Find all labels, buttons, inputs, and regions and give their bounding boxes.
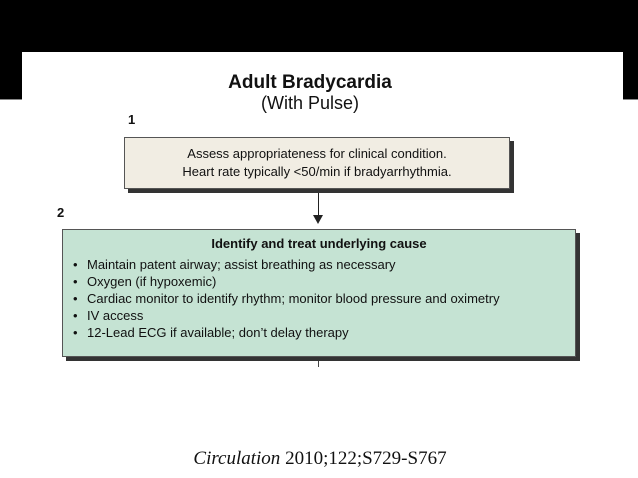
diagram-title: Adult Bradycardia bbox=[228, 72, 392, 93]
bullet-item: • Oxygen (if hypoxemic) bbox=[73, 273, 565, 290]
citation-journal: Circulation bbox=[193, 448, 281, 469]
flow-continuation-line bbox=[318, 361, 319, 367]
step-2-bullet-list bbox=[73, 256, 565, 341]
flow-arrow-head-icon bbox=[313, 215, 323, 224]
citation bbox=[120, 448, 520, 470]
flow-arrow-line bbox=[318, 193, 319, 217]
step-2-heading: Identify and treat underlying cause bbox=[211, 236, 427, 251]
bullet-item: • IV access bbox=[73, 307, 565, 324]
top-black-band bbox=[0, 0, 638, 52]
diagram-subtitle: (With Pulse) bbox=[260, 93, 359, 113]
step-1-box bbox=[124, 137, 510, 189]
step-2-number: 2 bbox=[57, 205, 65, 220]
right-black-band bbox=[623, 52, 638, 100]
step-1-number: 1 bbox=[128, 112, 136, 127]
left-black-band bbox=[0, 52, 22, 100]
step-1-line-2: Heart rate typically <50/min if bradyarrhythmia. bbox=[182, 164, 452, 179]
step-1-line-1: Assess appropriateness for clinical condition. bbox=[187, 146, 447, 161]
bullet-item: • Cardiac monitor to identify rhythm; monitor blood pressure and oximetry bbox=[73, 290, 565, 307]
step-2-box bbox=[62, 229, 576, 357]
right-divider-rule bbox=[623, 99, 638, 100]
left-divider-rule bbox=[0, 99, 22, 100]
bullet-item: • Maintain patent airway; assist breathing as necessary bbox=[73, 256, 565, 273]
citation-reference: 2010;122;S729-S767 bbox=[285, 448, 447, 469]
bullet-item: • 12-Lead ECG if available; don’t delay therapy bbox=[73, 324, 565, 341]
